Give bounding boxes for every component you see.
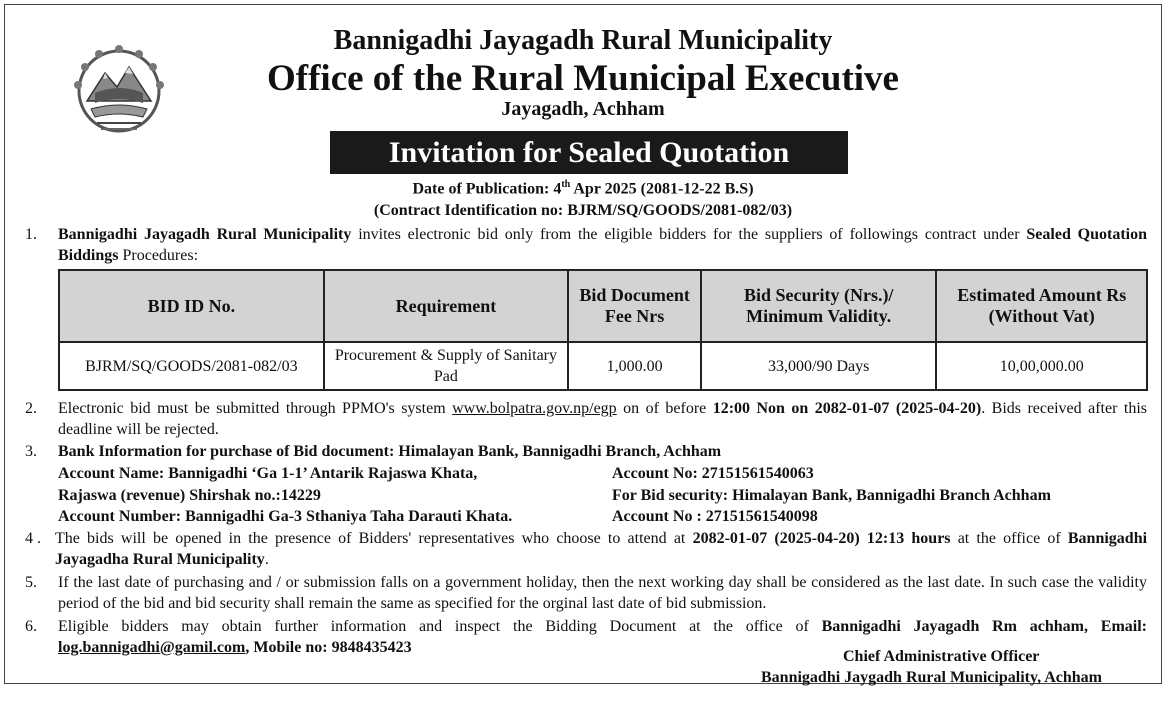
bid-table (58, 269, 1148, 391)
col-estimated-amount: Estimated Amount Rs (Without Vat) (936, 270, 1147, 342)
municipality-name: Bannigadhi Jayagadh Rural Municipality (333, 25, 833, 56)
notice-page (4, 4, 1162, 684)
publication-date: Date of Publication: 4th Apr 2025 (2081-12-22 B.S) (412, 179, 754, 198)
office-location: Jayagadh, Achham (501, 98, 665, 120)
account-number-label: Account Number: Bannigadhi Ga-3 Sthaniya Taha Darauti Khata. (58, 508, 513, 525)
bank-info-right (612, 463, 1051, 528)
para2-text: Electronic bid must be submitted through PPMO's system www.bolpatra.gov.np/egp on of before 12:00 Non on 2082-01-07 (2025-04-20). Bids received after this deadline will be rejected. (58, 400, 1147, 438)
signatory-title: Chief Administrative Officer (843, 648, 1040, 665)
table-row (59, 342, 1147, 390)
para5-number: 5. (25, 574, 37, 591)
account-name: Account Name: Bannigadhi ‘Ga 1-1’ Antarik Rajaswa Khata, (58, 465, 478, 482)
cell-bid-id: BJRM/SQ/GOODS/2081-082/03 (59, 342, 324, 390)
account-no-1: Account No: 27151561540063 (612, 465, 814, 482)
office-title: Office of the Rural Municipal Executive (267, 58, 899, 99)
cell-estimated-amount: 10,00,000.00 (936, 342, 1147, 390)
para3-number: 3. (25, 443, 37, 460)
para5-text: If the last date of purchasing and / or submission falls on a government holiday, then the next working day shall be considered as the last date. In such case the validity period of the bid and bid security shall remain the same as specified for the orginal last date of bid submission. (58, 574, 1147, 612)
col-requirement: Requirement (324, 270, 568, 342)
para2-number: 2. (25, 400, 37, 417)
para4-text: The bids will be opened in the presence of Bidders' representatives who choose to attend at 2082-01-07 (2025-04-20) 12:13 hours at the office of Bannigadhi Jayagadha Rural Municipality. (55, 530, 1148, 568)
email-link[interactable]: log.bannigadhi@gamil.com (58, 639, 246, 656)
signatory-org: Bannigadhi Jaygadh Rural Municipality, Achham (761, 669, 1102, 686)
bid-security-bank: For Bid security: Himalayan Bank, Bannigadhi Branch Achham (612, 486, 1051, 504)
bank-info-title: Bank Information for purchase of Bid document: Himalayan Bank, Bannigadhi Branch, Achham (58, 443, 722, 460)
col-doc-fee: Bid Document Fee Nrs (568, 270, 701, 342)
revenue-heading: Rajaswa (revenue) Shirshak no.:14229 (58, 486, 321, 504)
bank-info-left (58, 463, 512, 528)
col-bid-id: BID ID No. (59, 270, 324, 342)
col-bid-security: Bid Security (Nrs.)/ Minimum Validity. (701, 270, 936, 342)
para6-number: 6. (25, 618, 37, 635)
cell-bid-security: 33,000/90 Days (701, 342, 936, 390)
notice-banner-title: Invitation for Sealed Quotation (330, 131, 848, 174)
table-header-row (59, 270, 1147, 342)
cell-doc-fee: 1,000.00 (568, 342, 701, 390)
account-no-2: Account No : 27151561540098 (612, 508, 818, 525)
cell-requirement: Procurement & Supply of Sanitary Pad (324, 342, 568, 390)
para4-number: 4 . (25, 530, 41, 547)
para6-text: Eligible bidders may obtain further information and inspect the Bidding Document at the office of Bannigadhi Jayagadh Rm achham, Email: log.bannigadhi@gamil.com, Mobile no: 9848435423 (58, 618, 1148, 656)
bolpatra-link[interactable]: www.bolpatra.gov.np/egp (452, 400, 617, 417)
para1-text: Bannigadhi Jayagadh Rural Municipality invites electronic bid only from the eligible bidders for the suppliers of followings contract under Sealed Quotation Biddings Procedures: (58, 226, 1147, 264)
contract-id: (Contract Identification no: BJRM/SQ/GOODS/2081-082/03) (373, 202, 793, 219)
para1-number: 1. (25, 226, 37, 243)
